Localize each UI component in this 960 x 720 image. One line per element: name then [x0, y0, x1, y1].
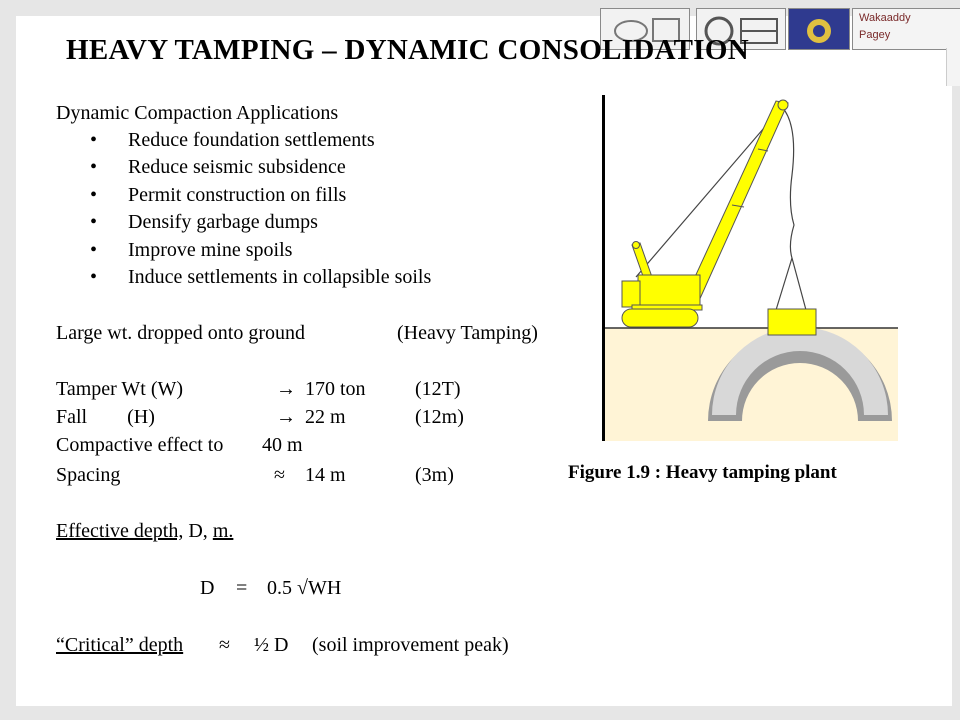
gantry-pulley: [633, 242, 640, 249]
sling-left: [776, 258, 792, 310]
crane-illustration: [602, 95, 902, 445]
param-value: 14 m: [305, 464, 346, 486]
application-item: Reduce foundation settlements: [128, 129, 375, 151]
application-item: Reduce seismic subsidence: [128, 156, 346, 178]
critical-value: ½ D: [254, 634, 289, 656]
large-wt-note: (Heavy Tamping): [397, 322, 538, 344]
critical-depth-label: “Critical” depth: [56, 634, 184, 656]
bullet-icon: •: [90, 156, 98, 178]
formula-lhs: D: [200, 577, 215, 599]
figure-left-border: [602, 95, 605, 441]
param-symbol: →: [276, 406, 296, 428]
crane-cab: [638, 275, 700, 307]
crane-boom: [682, 101, 788, 305]
application-item: Improve mine spoils: [128, 239, 293, 261]
param-label: Tamper Wt (W): [56, 378, 184, 400]
sling-right: [792, 258, 806, 310]
param-label: Compactive effect to: [56, 434, 224, 456]
critical-symbol: ≈: [219, 634, 230, 656]
param-symbol: ≈: [274, 464, 285, 486]
param-alt: (3m): [415, 464, 454, 486]
param-value: 170 ton: [305, 378, 366, 400]
param-value: 40 m: [262, 434, 303, 456]
tamper-weight: [768, 309, 816, 335]
bullet-icon: •: [90, 266, 98, 288]
effective-depth-label: [56, 520, 233, 543]
effective-depth-symbol: D,: [183, 520, 213, 542]
effective-depth-unit: m.: [212, 520, 234, 542]
formula-rhs: 0.5 √WH: [267, 577, 342, 599]
logo-edge: [946, 48, 960, 86]
param-alt: (12m): [415, 406, 464, 428]
formula-equals: =: [236, 577, 248, 599]
bullet-icon: •: [90, 184, 98, 206]
heavy-tamping-figure: [602, 95, 902, 450]
application-item: Induce settlements in collapsible soils: [128, 266, 432, 288]
application-item: Permit construction on fills: [128, 184, 347, 206]
bullet-icon: •: [90, 129, 98, 151]
large-wt-label: Large wt. dropped onto ground: [56, 322, 306, 344]
param-value: 22 m: [305, 406, 346, 428]
bullet-icon: •: [90, 239, 98, 261]
param-alt: (12T): [415, 378, 461, 400]
param-label: Spacing: [56, 464, 121, 486]
hoist-cable: [782, 107, 794, 258]
effective-depth-text: Effective depth,: [56, 520, 184, 542]
slide-title: HEAVY TAMPING – DYNAMIC CONSOLIDATION: [66, 34, 749, 66]
bullet-icon: •: [90, 211, 98, 233]
partner-logo-4: [852, 8, 960, 50]
boom-tip-sheave: [778, 100, 788, 110]
logo-text-1: Wakaaddy: [859, 12, 911, 24]
application-item: Densify garbage dumps: [128, 211, 318, 233]
param-symbol: →: [276, 378, 296, 400]
crawler-track: [622, 309, 698, 327]
critical-note: (soil improvement peak): [312, 634, 509, 656]
param-label: Fall (H): [56, 406, 155, 428]
applications-heading: Dynamic Compaction Applications: [56, 102, 339, 124]
university-crest-logo: [788, 8, 850, 50]
counterweight: [622, 281, 640, 307]
logo-text-2: Pagey: [859, 29, 891, 41]
figure-caption: Figure 1.9 : Heavy tamping plant: [568, 462, 837, 483]
